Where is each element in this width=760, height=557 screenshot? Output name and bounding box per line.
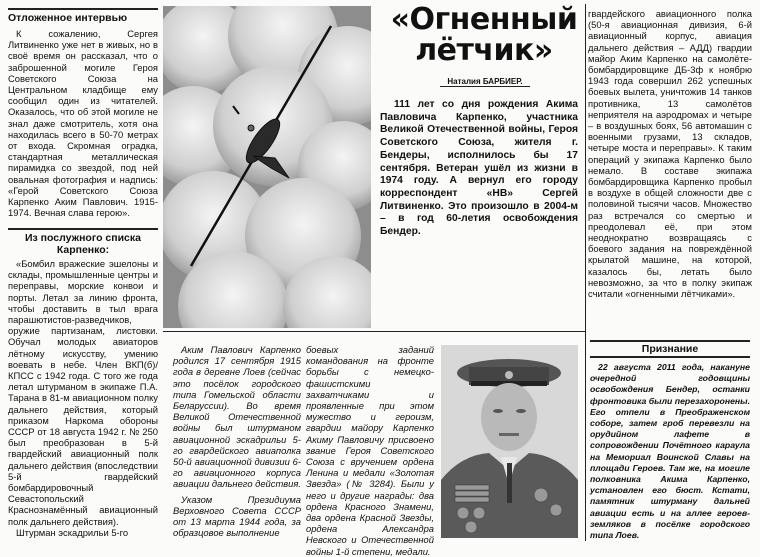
left-heading-text: Отложенное интервью [8,12,128,24]
recognition-box-heading [590,340,750,358]
right-divider [585,4,586,541]
airplane-photo [163,6,371,328]
right-column-text [588,8,752,299]
left-list-paragraph: Штурман эскадрильи 5-го [16,526,129,538]
bio-column-1 [173,344,301,538]
airplane-clouds-illustration [163,6,371,328]
recognition-paragraph: 22 августа 2011 года, накануне очередной годовщины освобождения Бендер, останки фронтовика были перезахоронены. Его отпели в Преображенском соборе, затем гроб перевезли на орудийном лафете в сопровождении Почётного караула на Мемориал Воинской Славы на площади Героев. Там же, на могиле полковника Акима Карпенко, установлен его бюст. Кстати, памятник штурману дальней авиации есть и на аллее героев-земляков в посёлке городского типа Лоев. [590,362,750,541]
author-byline: Наталия БАРБИЕР. [440,77,530,87]
left-subheading [8,228,158,256]
bio-column-1-paragraph: Аким Павлович Карпенко родился 17 сентября 1915 года в деревне Лоев (сейчас это посёлок городского типа Гомельской области Беларуссии). Во время Великой Отечественной войны был штурманом авиационной эскадрильи 5-го гвардейского авиаполка 50-й авиационной дивизии 6-го авиационного корпуса авиации дальнего действия. [173,344,301,490]
recognition-text [590,362,750,541]
left-intro-paragraph: К сожалению, Сергея Литвиненко уже нет в живых, но в своё время он рассказал, что о заброшенной могиле Героя Советского Союза на Центральном кладбище ему сообщил один из читателей. Оказалось, что об этой могиле не знал даже смотритель, хотя она находилась всего в 50-70 метрах от входа. Скромная оградка, стандартная металлическая пирамидка со звездой, под ней овальная фотография и надпись: «Герой Советского Союза Карпенко Аким Павлович. 1915-1974. Вечная слава герою». [8,28,158,219]
bio-column-2 [306,344,434,557]
lead-paragraph [380,99,578,239]
headline-title [385,4,583,66]
headline-title-line1: «Огненный [390,2,578,37]
left-list-text [8,258,158,538]
left-subheading-text: Из послужного списка Карпенко: [25,232,141,256]
officer-portrait-illustration [441,345,578,538]
bio-column-1-paragraph-b: Указом Президиума Верховного Совета СССР от 13 марта 1944 года, за образцовое выполнение [173,493,301,539]
left-heading [8,8,158,24]
bio-column-2-paragraph: боевых заданий командования на фронте борьбы с немецко-фашистскими захватчиками и проявленные при этом мужество и героизм, гвардии майору Карпенко Акиму Павловичу присвоено звание Героя Советского Союза с вручением ордена Ленина и медали «Золотая Звезда» (№ 3284). Были у него и другие награды: два ордена Красного Знамени, два ордена Красной Звезды, ордена Александра Невского и Отечественной войны 1-й степени, медали. [306,344,434,557]
right-column-paragraph: гвардейского авиационного полка (50-я авиационная дивизия, 6-й авиационный корпус, авиация дальнего действия – АДД) гвардии майор Аким Карпенко на самолёте-бомбардировщике ДБ-3ф к ноябрю 1943 года совершил 262 успешных боевых вылета, уничтожив 14 танков противника, 13 самолётов неприятеля на аэродромах и четыре – в воздушных боях, 56 автомашин с военными грузами, 13 складов, четыре моста и переправы». К таким операций у экипажа Карпенко было немало. В составе экипажа бомбардировщика Карпенко пробыл в воздухе в общей сложности две с половиной тысячи часов. Множество раз встречался со смертью и преодолевал её, при этом неоднократно возвращаясь с боевого задания на повреждённой крылатой машине, на которой, казалось бы, летать было невозможно, за что в полку экипаж считали «огненными лётчиками». [588,8,752,300]
recognition-heading-text: Признание [641,343,699,355]
left-list-paragraph: «Бомбил вражеские эшелоны и склады, промышленные центры и переправы, морские конвои и порты. Летал за линию фронта, чтобы доставить в тыл врага парашютистов-разведчиков, оружие партизанам, листовки. Обучал молодых авиаторов лётному искусству, умению воевать в небе. Член ВКП(б)/КПСС с 1942 года. С того же года летал штурманом в экипаже П.А. Тарана в 81-м авиационном полку дальнего действия, который приказом Наркома обороны СССР от 18 августа 1942 г. № 250 был преобразован в 5-й гвардейский авиационный полк дальнего действия (впоследствии 5-й гвардейский бомбардировочный Севастопольский Краснознамённый авиационный полк дальнего действия). [8,258,158,527]
section-divider [163,331,585,332]
lead-paragraph-text: 111 лет со дня рождения Акима Павловича Карпенко, участника Великой Отечественной войны, Героя Советского Союза, жителя г. Бендеры, исполнилось бы 17 сентября. Ветеран ушёл из жизни в 1974 году. А вернул его городу корреспондент «НВ» Сергей Литвиненко. Это произошло в 2004-м – в год 60-летия освобождения Бендер. [380,99,578,238]
headline-title-line2: лётчик» [415,33,553,68]
left-intro-text [8,28,158,218]
portrait-photo [441,345,578,538]
